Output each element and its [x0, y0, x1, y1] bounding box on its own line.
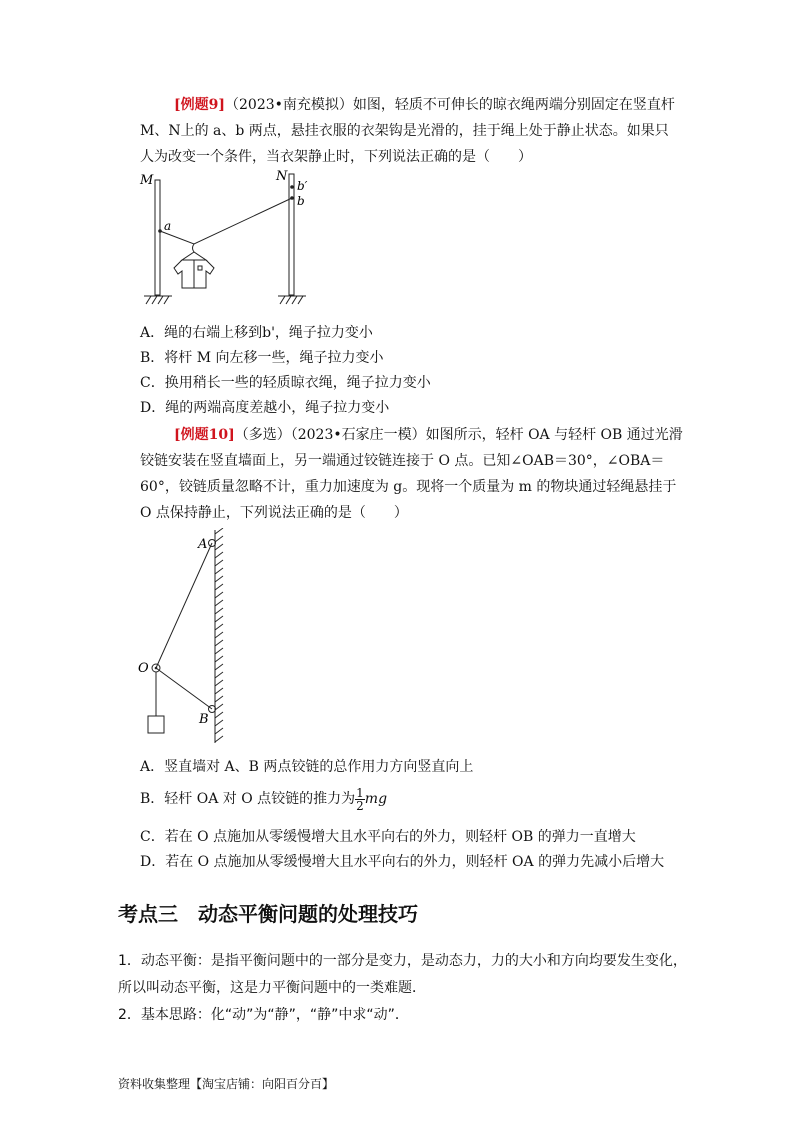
example10-line2: 铰链安装在竖直墙面上，另一端通过铰链连接于 O 点。已知∠OAB＝30°，∠OBA＝ [140, 453, 665, 469]
section-p1-line1: 1．动态平衡：是指平衡问题中的一部分是变力，是动态力，力的大小和方向均要发生变化， [118, 953, 687, 969]
example10-line1: [例题10]（多选）（2023•石家庄一模）如图所示，轻杆 OA 与轻杆 OB 通过光滑 [174, 427, 683, 443]
label-a: a [164, 219, 172, 233]
label-O: O [138, 661, 149, 676]
label-A: A [198, 537, 208, 552]
example10-option-c: C．若在 O 点施加从零缓慢增大且水平向右的外力，则轻杆 OB 的弹力一直增大 [140, 829, 636, 845]
example9-option-a: A．绳的右端上移到b'，绳子拉力变小 [140, 325, 373, 341]
label-n: N [276, 169, 288, 184]
fraction-one-half: $\frac{1}{2}$ [356, 785, 364, 813]
example10-option-a: A．竖直墙对 A、B 两点铰链的总作用力方向竖直向上 [140, 759, 474, 775]
label-b-prime: b′ [297, 179, 308, 193]
example9-option-c: C．换用稍长一些的轻质晾衣绳，绳子拉力变小 [140, 375, 431, 391]
example9-line1: [例题9]（2023•南充模拟）如图，轻质不可伸长的晾衣绳两端分别固定在竖直杆 [174, 97, 675, 113]
example9-tag: [例题9] [174, 97, 225, 113]
section-p1-line2: 所以叫动态平衡，这是力平衡问题中的一类难题． [118, 980, 426, 996]
label-m: M [140, 173, 154, 188]
example9-line3: 人为改变一个条件，当衣架静止时，下列说法正确的是（ ） [140, 149, 532, 165]
pole-n [289, 174, 294, 295]
example10-line4: O 点保持静止，下列说法正确的是（ ） [140, 505, 408, 521]
example9-option-b: B．将杆 M 向左移一些，绳子拉力变小 [140, 350, 384, 366]
figure-wall-rods [135, 528, 245, 750]
example10-line3: 60°，铰链质量忽略不计，重力加速度为 g。现将一个质量为 m 的物块通过轻绳悬挂于 [140, 479, 677, 495]
section-p2: 2．基本思路：化“动”为“静”，“静”中求“动”． [118, 1007, 409, 1023]
label-b: b [297, 194, 305, 208]
figure-clothesline [138, 168, 318, 313]
example10-option-b: B．轻杆 OA 对 O 点铰链的推力为 $\frac{1}{2}$ mg [140, 785, 388, 813]
pole-m [155, 180, 160, 295]
section-title: 考点三 动态平衡问题的处理技巧 [118, 902, 418, 926]
example9-option-d: D．绳的两端高度差越小，绳子拉力变小 [140, 400, 390, 416]
footer-source: 资料收集整理【淘宝店铺：向阳百分百】 [118, 1077, 335, 1091]
example10-tag: [例题10] [174, 427, 235, 443]
example9-line2: M、N上的 a、b 两点，悬挂衣服的衣架钩是光滑的，挂于绳上处于静止状态。如果只 [140, 123, 669, 139]
example10-option-d: D．若在 O 点施加从零缓慢增大且水平向右的外力，则轻杆 OA 的弹力先减小后增大 [140, 854, 665, 870]
label-B: B [199, 712, 209, 727]
